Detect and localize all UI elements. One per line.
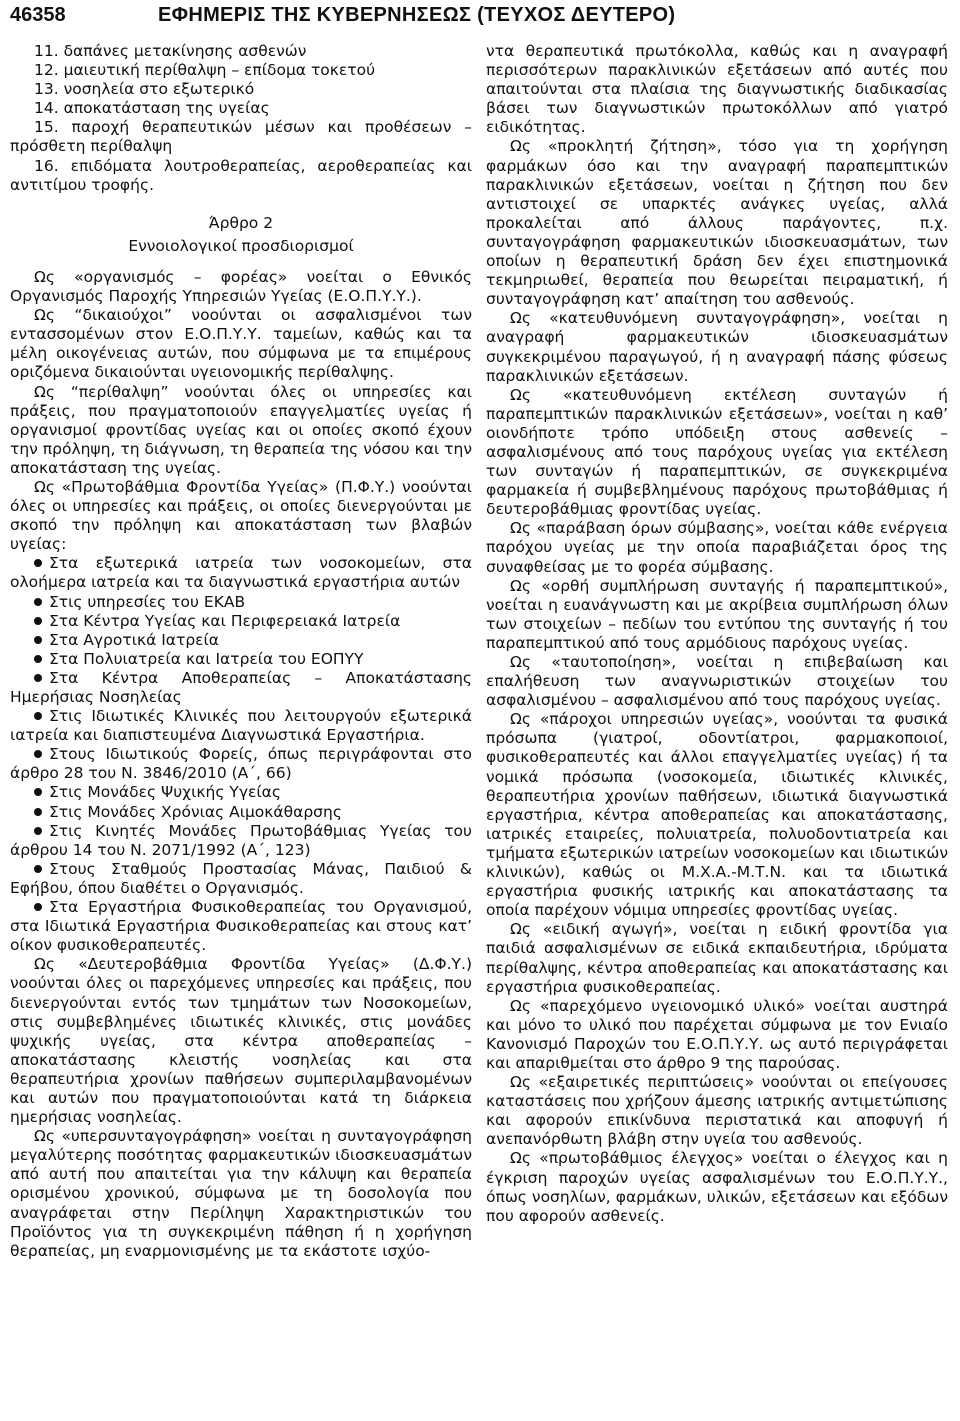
- bullet-item: Στα Πολυιατρεία και Ιατρεία του ΕΟΠΥΥ: [10, 650, 472, 669]
- list-item: 12. μαιευτική περίθαλψη – επίδομα τοκετού: [34, 61, 376, 80]
- bullet-item: Στις Ιδιωτικές Κλινικές που λειτουργούν εξωτερικά ιατρεία και διαπιστευμένα Διαγνωστικά Εργαστήρια.: [10, 707, 472, 745]
- page-header: [10, 4, 950, 32]
- bullet-dot-icon: [34, 903, 42, 911]
- definition-paragraph: Ως «Δευτεροβάθμια Φροντίδα Υγείας» (Δ.Φ.Υ.) νοούνται όλες οι παρεχόμενες υπηρεσίες και πράξεις, που διενεργούνται εντός των τμημάτων των Νοσοκομείων, στις συμβεβλημένες ιδιωτικές κλινικές, στις μονάδες ψυχικής υγείας, στα κέντρα αποθεραπείας – αποκατάστασης κλειστής νοσηλείας και στα θεραπευτήρια χρονίων παθήσεων συμπεριλαμβανομένων και αυτών που πραγματοποιούνται κατά τη διάρκεια ημερήσιας νοσηλείας.: [10, 955, 472, 1127]
- definition-paragraph: Ως «παράβαση όρων σύμβασης», νοείται κάθε ενέργεια παρόχου υγείας με την οποία παραβιάζεται όρος της συναφθείσας με το φορέα σύμβασης.: [486, 519, 948, 576]
- bullet-item: Στα Κέντρα Αποθεραπείας – Αποκατάστασης Ημερήσιας Νοσηλείας: [10, 668, 472, 706]
- bullet-dot-icon: [34, 750, 42, 758]
- definition-paragraph: Ως «ειδική αγωγή», νοείται η ειδική φροντίδα για παιδιά ασφαλισμένων σε ειδικά εκπαιδευτήρια, ιδρύματα περίθαλψης, κέντρα αποθεραπείας και αποκατάστασης και εργαστήρια φυσικοθεραπείας.: [486, 920, 948, 996]
- page-number: 46358: [10, 4, 66, 26]
- right-column: [486, 42, 948, 1226]
- bullet-dot-icon: [34, 788, 42, 796]
- definition-paragraph: Ως «πρωτοβάθμιος έλεγχος» νοείται ο έλεγχος και η έγκριση παροχών υγείας ασφαλισμένων του Ε.Ο.Π.Υ.Υ., όπως νοσηλίων, φαρμάκων, υλικών, εξετάσεων και εξόδων που αφορούν ασθενείς.: [486, 1149, 948, 1225]
- bullet-item: Στις Μονάδες Χρόνιας Αιμοκάθαρσης: [10, 803, 472, 822]
- definition-paragraph: Ως «Πρωτοβάθμια Φροντίδα Υγείας» (Π.Φ.Υ.) νοούνται όλες οι υπηρεσίες και πράξεις, οι οποίες διενεργούνται με σκοπό την πρόληψη και αποκατάσταση των βλαβών υγείας:: [10, 477, 472, 554]
- bullet-dot-icon: [34, 617, 42, 625]
- list-item: 15. παροχή θεραπευτικών μέσων και προθέσεων – πρόσθετη περίθαλψη: [10, 118, 472, 156]
- bullet-dot-icon: [34, 674, 42, 682]
- definition-paragraph: Ως «οργανισμός – φορέας» νοείται ο Εθνικός Οργανισμός Παροχής Υπηρεσιών Υγείας (Ε.Ο.Π.Υ.Υ.).: [10, 267, 472, 306]
- bullet-dot-icon: [34, 636, 42, 644]
- definition-paragraph: Ως “δικαιούχοι” νοούνται οι ασφαλισμένοι των εντασσομένων στον Ε.Ο.Π.Υ.Υ. ταμείων, καθώς και τα μέλη οικογένειας αυτών, που σύμφωνα με τα επιμέρους οριζόμενα δικαιούνται υγειονομικής περίθαλψης.: [10, 306, 472, 382]
- list-item: 16. επιδόματα λουτροθεραπείας, αεροθεραπείας και αντιτίμου τροφής.: [10, 156, 472, 194]
- list-item: 11. δαπάνες μετακίνησης ασθενών: [34, 42, 307, 60]
- definition-paragraph: Ως «παρεχόμενο υγειονομικό υλικό» νοείται αυστηρά και μόνο το υλικό που παρέχεται σύμφωνα με τον Ενιαίο Κανονισμό Παροχών του Ε.Ο.Π.Υ.Υ. ως αυτό περιγράφεται και απαριθμείται στο άρθρο 9 της παρούσας.: [486, 996, 948, 1072]
- bullet-dot-icon: [34, 655, 42, 663]
- bullet-item: Στα Κέντρα Υγείας και Περιφερειακά Ιατρεία: [10, 612, 472, 631]
- bullet-dot-icon: [34, 827, 42, 835]
- definition-paragraph: Ως «υπερσυνταγογράφηση» νοείται η συνταγογράφηση μεγαλύτερης ποσότητας φαρμακευτικών ιδιοσκευασμάτων από αυτή που απαιτείται για την κάλυψη και θεραπεία ορισμένου χρονικού, σύμφωνα με τη δοσολογία που αναγράφεται στην Περίληψη Χαρακτηριστικών του Προϊόντος για τη συγκεκριμένη πάθηση ή η χορήγηση θεραπείας, μη εναρμονισμένης με τα εκάστοτε ισχύο-: [10, 1127, 472, 1260]
- bullet-item: Στους Σταθμούς Προστασίας Μάνας, Παιδιού & Εφήβου, όπου διαθέτει ο Οργανισμός.: [10, 859, 472, 897]
- definition-paragraph: Ως «προκλητή ζήτηση», τόσο για τη χορήγηση φαρμάκων όσο και την αναγραφή παραπεμπτικών παρακλινικών εξετάσεων, νοείται η ζήτηση που δεν αντιστοιχεί σε υπαρκτές ανάγκες υγείας, αλλά προκαλείται από άλλους παράγοντες, π.χ. συνταγογράφηση φαρμακευτικών ιδιοσκευασμάτων, των οποίων η θεραπευτική δράση δεν έχει επιστημονικά τεκμηριωθεί, θεραπεία που θεωρείται πειραματική, ή συνταγογράφηση κατ’ απαίτηση του ασθενούς.: [486, 137, 948, 309]
- bullet-dot-icon: [34, 598, 42, 606]
- bullet-item: Στα Αγροτικά Ιατρεία: [10, 631, 472, 650]
- bullet-item: Στους Ιδιωτικούς Φορείς, όπως περιγράφονται στο άρθρο 28 του Ν. 3846/2010 (Α΄, 66): [10, 745, 472, 783]
- bullet-item: Στις υπηρεσίες του ΕΚΑΒ: [10, 593, 472, 612]
- left-column: [10, 42, 472, 1261]
- definition-paragraph: Ως «εξαιρετικές περιπτώσεις» νοούνται οι επείγουσες καταστάσεις που χρήζουν άμεσης ιατρικής αντιμετώπισης και αφορούν επικίνδυνα περιστατικά και αποφυγή ή ανεπανόρθωτη βλάβη στην υγεία του ασθενούς.: [486, 1073, 948, 1149]
- bullet-dot-icon: [34, 808, 42, 816]
- article-title: Εννοιολογικοί προσδιορισμοί: [128, 236, 354, 255]
- gazette-title: ΕΦΗΜΕΡΙΣ ΤΗΣ ΚΥΒΕΡΝΗΣΕΩΣ (ΤΕΥΧΟΣ ΔΕΥΤΕΡΟ): [158, 4, 676, 26]
- definition-paragraph: Ως «ορθή συμπλήρωση συνταγής ή παραπεμπτικού», νοείται η ευανάγνωστη και με ακρίβεια συμπλήρωση όλων των στοιχείων – πεδίων του εντύπου της συνταγής ή του παραπεμπτικού από τους αρμόδιους παρόχους υγείας.: [486, 576, 948, 652]
- definition-paragraph: Ως «πάροχοι υπηρεσιών υγείας», νοούνται τα φυσικά πρόσωπα (γιατροί, οδοντίατροι, φαρμακοποιοί, φυσικοθεραπευτές και άλλοι επαγγελματίες υγείας) ή τα νομικά πρόσωπα (νοσοκομεία, ιδιωτικές κλινικές, θεραπευτήρια χρονίων παθήσεων, ιδιωτικά διαγνωστικά εργαστήρια, κέντρα αποθεραπείας και αποκατάστασης, ιατρικές εταιρείες, πολυιατρεία, πολυοδοντιατρεία και τμήματα εξωτερικών ιατρείων νοσοκομείων και ιδιωτικών κλινικών), καθώς οι Μ.Χ.Α.-Μ.Τ.Ν. και τα ιδιωτικά εργαστήρια φυσικής ιατρικής και αποκατάστασης τα οποία παρέχουν νόμιμα υπηρεσίες φροντίδας υγείας.: [486, 710, 948, 920]
- definition-paragraph: Ως «ταυτοποίηση», νοείται η επιβεβαίωση και επαλήθευση των αναγνωριστικών στοιχείων του ασφαλισμένου – ασφαλισμένου από τους παρόχους υγείας.: [486, 653, 948, 710]
- bullet-dot-icon: [34, 559, 42, 567]
- bullet-dot-icon: [34, 865, 42, 873]
- definition-paragraph: Ως «κατευθυνόμενη συνταγογράφηση», νοείται η αναγραφή φαρμακευτικών ιδιοσκευασμάτων συγκεκριμένου παραγωγού, ή η αναγραφή πάσης φύσεως παρακλινικών εξετάσεων.: [486, 309, 948, 385]
- bullet-dot-icon: [34, 712, 42, 720]
- bullet-item: Στις Μονάδες Ψυχικής Υγείας: [10, 783, 472, 802]
- list-item: 14. αποκατάσταση της υγείας: [34, 99, 270, 118]
- bullet-item: Στα Εργαστήρια Φυσικοθεραπείας του Οργανισμού, στα Ιδιωτικά Εργαστήρια Φυσικοθεραπείας και στους κατ’ οίκον φυσικοθεραπευτές.: [10, 898, 472, 955]
- article-number: Άρθρο 2: [208, 213, 274, 232]
- definition-paragraph: Ως «κατευθυνόμενη εκτέλεση συνταγών ή παραπεμπτικών παρακλινικών εξετάσεων», νοείται η καθ’ οιονδήποτε τρόπο υπόδειξη στους ασθενείς – ασφαλισμένους από τους παρόχους υγείας για εκτέλεση των συνταγών ή παραπεμπτικών, σε συγκεκριμένα φαρμακεία ή συμβεβλημένους παρόχους πρωτοβάθμιας ή δευτεροβάθμιας φροντίδας υγείας.: [486, 385, 948, 519]
- list-item: 13. νοσηλεία στο εξωτερικό: [34, 80, 255, 99]
- definition-paragraph: Ως “περίθαλψη” νοούνται όλες οι υπηρεσίες και πράξεις, που πραγματοποιούν επαγγελματίες υγείας ή οργανισμοί φροντίδας υγείας και οι οποίες σκοπό έχουν την πρόληψη, τη διάγνωση, τη θεραπεία της νόσου και την αποκατάσταση της υγείας.: [10, 382, 472, 477]
- continuation-paragraph: ντα θεραπευτικά πρωτόκολλα, καθώς και η αναγραφή περισσότερων παρακλινικών εξετάσεων από αυτές που απαιτούνται στα πλαίσια της διαγνωστικής διαδικασίας βάσει των διαγνωστικών πρωτοκόλλων από γιατρό ειδικότητας.: [486, 42, 948, 137]
- bullet-item: Στα εξωτερικά ιατρεία των νοσοκομείων, στα ολοήμερα ιατρεία και τα διαγνωστικά εργαστήρια αυτών: [10, 554, 472, 592]
- bullet-item: Στις Κινητές Μονάδες Πρωτοβάθμιας Υγείας του άρθρου 14 του Ν. 2071/1992 (Α΄, 123): [10, 821, 472, 859]
